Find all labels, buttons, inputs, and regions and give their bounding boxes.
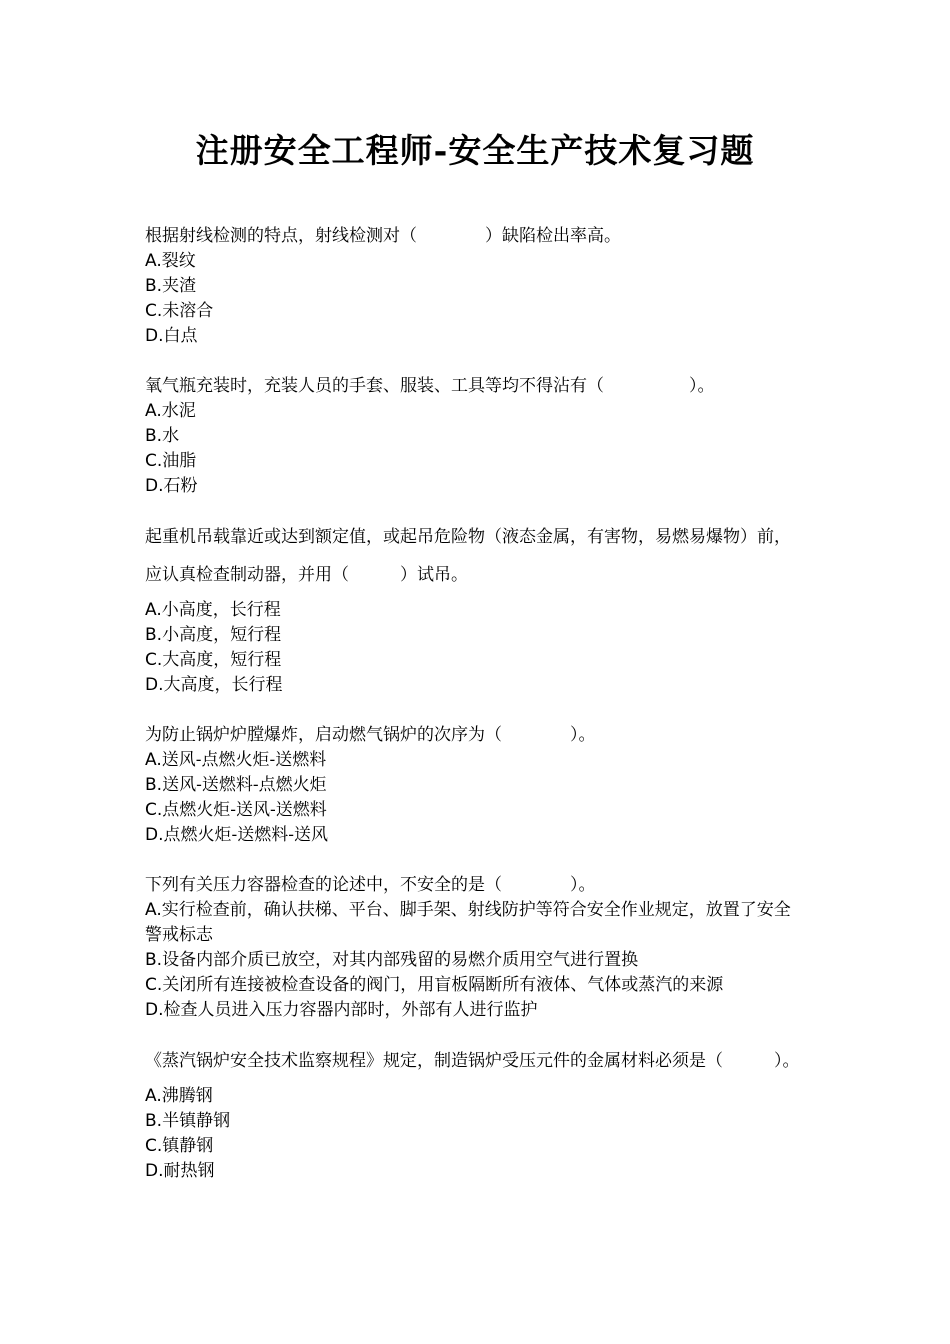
- option-a: [145, 249, 800, 274]
- question-stem: 《蒸汽锅炉安全技术监察规程》规定，制造锅炉受压元件的金属材料必须是（ ）。: [145, 1051, 800, 1071]
- option-d: [145, 324, 800, 349]
- option-letter: D.: [145, 476, 164, 496]
- option-letter: A.: [145, 600, 162, 620]
- page-title: 注册安全工程师-安全生产技术复习题: [195, 131, 755, 170]
- option-letter: C.: [145, 800, 163, 820]
- option-d: [145, 673, 800, 698]
- spacer: [145, 848, 800, 873]
- option-c: [145, 648, 800, 673]
- option-d: [145, 474, 800, 499]
- option-text: 裂纹: [161, 251, 196, 271]
- option-letter: A.: [145, 401, 162, 421]
- option-text: 白点: [163, 326, 198, 346]
- question-2: [145, 374, 800, 499]
- option-a: [145, 748, 800, 773]
- option-text: 镇静钢: [162, 1136, 214, 1156]
- option-letter: D.: [145, 675, 164, 695]
- option-text: 大高度，短行程: [162, 650, 282, 670]
- option-letter: A.: [145, 750, 162, 770]
- option-c: [145, 449, 800, 474]
- option-b: [145, 274, 800, 299]
- option-letter: B.: [145, 625, 163, 645]
- option-text: 小高度，短行程: [162, 625, 282, 645]
- option-text: 送风-送燃料-点燃火炬: [162, 775, 327, 795]
- option-b: [145, 1109, 800, 1134]
- option-letter: A.: [145, 900, 162, 920]
- option-letter: B.: [145, 1111, 163, 1131]
- option-letter: C.: [145, 451, 163, 471]
- option-b: [145, 623, 800, 648]
- option-text: 未溶合: [162, 301, 214, 321]
- option-letter: B.: [145, 276, 163, 296]
- option-letter: B.: [145, 775, 163, 795]
- option-letter: A.: [145, 1086, 162, 1106]
- option-d: [145, 998, 800, 1023]
- option-text: 送风-点燃火炬-送燃料: [161, 750, 327, 770]
- spacer: [145, 698, 800, 723]
- option-text: 沸腾钢: [161, 1086, 213, 1106]
- question-list: [145, 224, 800, 1184]
- option-c: [145, 798, 800, 823]
- option-text: 设备内部介质已放空，对其内部残留的易燃介质用空气进行置换: [162, 950, 639, 970]
- option-a: [145, 1084, 800, 1109]
- option-c: [145, 299, 800, 324]
- option-d: [145, 1159, 800, 1184]
- question-stem: 根据射线检测的特点，射线检测对（ ）缺陷检出率高。: [145, 226, 621, 246]
- option-text: 水: [162, 426, 180, 446]
- option-b: [145, 424, 800, 449]
- option-a: [145, 598, 800, 623]
- option-b: [145, 948, 800, 973]
- option-a: [145, 898, 800, 948]
- question-6: [145, 1042, 800, 1184]
- question-stem: 氧气瓶充装时，充装人员的手套、服装、工具等均不得沾有（ ）。: [145, 376, 715, 396]
- option-letter: C.: [145, 301, 163, 321]
- option-text: 大高度，长行程: [163, 675, 283, 695]
- option-letter: C.: [145, 975, 163, 995]
- option-text: 油脂: [162, 451, 197, 471]
- option-a: [145, 399, 800, 424]
- option-b: [145, 773, 800, 798]
- option-letter: D.: [145, 1161, 164, 1181]
- question-stem: 下列有关压力容器检查的论述中，不安全的是（ ）。: [145, 875, 596, 895]
- question-1: [145, 224, 800, 349]
- question-3: [145, 518, 800, 698]
- spacer: [145, 349, 800, 374]
- option-letter: D.: [145, 1000, 164, 1020]
- option-text: 石粉: [163, 476, 198, 496]
- option-text: 夹渣: [162, 276, 197, 296]
- question-stem: 起重机吊载靠近或达到额定值，或起吊危险物（液态金属，有害物，易燃易爆物）前，应认真检查制动器，并用（ ）试吊。: [145, 527, 791, 585]
- question-4: [145, 723, 800, 848]
- option-letter: D.: [145, 326, 164, 346]
- option-letter: B.: [145, 426, 163, 446]
- option-letter: B.: [145, 950, 163, 970]
- option-letter: C.: [145, 1136, 163, 1156]
- option-text: 小高度，长行程: [161, 600, 281, 620]
- question-5: [145, 873, 800, 1023]
- option-c: [145, 1134, 800, 1159]
- option-text: 实行检查前，确认扶梯、平台、脚手架、射线防护等符合安全作业规定，放置了安全警戒标志: [145, 900, 791, 945]
- option-letter: C.: [145, 650, 163, 670]
- question-stem: 为防止锅炉炉膛爆炸，启动燃气锅炉的次序为（ ）。: [145, 725, 596, 745]
- option-text: 半镇静钢: [162, 1111, 231, 1131]
- option-letter: D.: [145, 825, 164, 845]
- option-letter: A.: [145, 251, 162, 271]
- option-text: 水泥: [161, 401, 196, 421]
- option-c: [145, 973, 800, 998]
- option-d: [145, 823, 800, 848]
- option-text: 检查人员进入压力容器内部时，外部有人进行监护: [163, 1000, 538, 1020]
- option-text: 关闭所有连接被检查设备的阀门，用盲板隔断所有液体、气体或蒸汽的来源: [162, 975, 724, 995]
- option-text: 点燃火炬-送燃料-送风: [163, 825, 328, 845]
- option-text: 耐热钢: [163, 1161, 215, 1181]
- option-text: 点燃火炬-送风-送燃料: [162, 800, 327, 820]
